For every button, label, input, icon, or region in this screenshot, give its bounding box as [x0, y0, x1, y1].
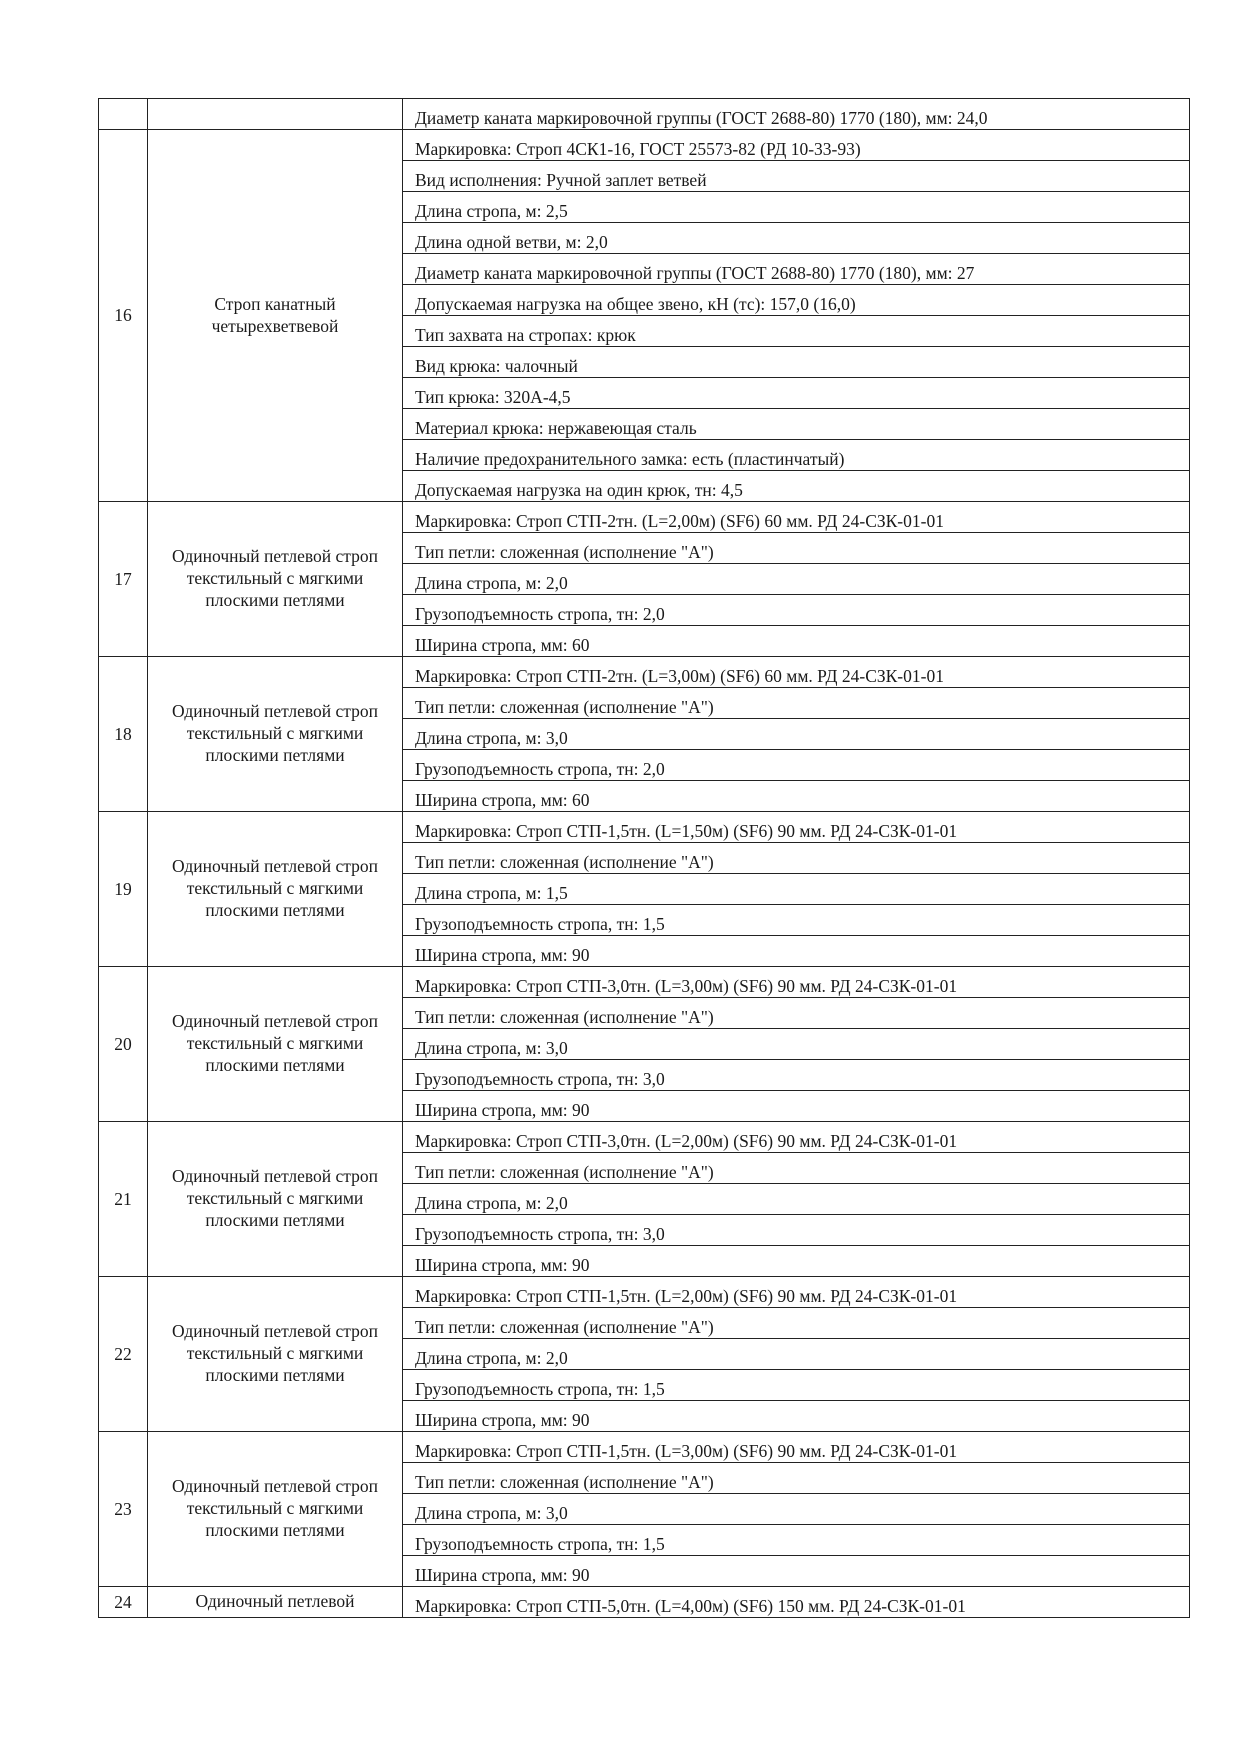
table-row-group-start [99, 99, 1190, 130]
item-property-cell [403, 161, 1190, 192]
item-number [99, 99, 148, 130]
item-property-cell [403, 1246, 1190, 1277]
item-property: Длина стропа, м: 2,0 [415, 1192, 568, 1213]
item-name: Одиночный петлевой строп текстильный с мягкими плоскими петлями [148, 657, 403, 812]
item-property-cell [403, 564, 1190, 595]
item-property-cell [403, 967, 1190, 998]
item-property-cell [403, 1370, 1190, 1401]
item-property-cell [403, 626, 1190, 657]
table-row-group-start [99, 1122, 1190, 1153]
item-property: Материал крюка: нержавеющая сталь [415, 417, 697, 438]
item-property-cell [403, 595, 1190, 626]
item-property-cell [403, 192, 1190, 223]
item-name [148, 99, 403, 130]
item-property: Ширина стропа, мм: 90 [415, 1564, 590, 1585]
item-property: Длина стропа, м: 3,0 [415, 1502, 568, 1523]
item-property-cell [403, 1587, 1190, 1618]
item-property: Длина стропа, м: 3,0 [415, 727, 568, 748]
item-property: Грузоподъемность стропа, тн: 1,5 [415, 1378, 665, 1399]
item-number: 24 [99, 1587, 148, 1618]
item-property-cell [403, 1463, 1190, 1494]
item-property: Ширина стропа, мм: 90 [415, 1254, 590, 1275]
item-property-cell [403, 316, 1190, 347]
item-property-cell [403, 812, 1190, 843]
item-property-cell [403, 688, 1190, 719]
item-property-cell [403, 998, 1190, 1029]
item-property-cell [403, 285, 1190, 316]
item-property: Маркировка: Строп СТП-2тн. (L=3,00м) (SF6) 60 мм. РД 24-СЗК-01-01 [415, 665, 944, 686]
item-name: Одиночный петлевой строп текстильный с мягкими плоскими петлями [148, 1277, 403, 1432]
item-property: Тип петли: сложенная (исполнение "А") [415, 1161, 714, 1182]
item-property: Маркировка: Строп СТП-1,5тн. (L=3,00м) (SF6) 90 мм. РД 24-СЗК-01-01 [415, 1440, 958, 1461]
item-property: Допускаемая нагрузка на общее звено, кН (тс): 157,0 (16,0) [415, 293, 856, 314]
item-number: 18 [99, 657, 148, 812]
item-property: Тип петли: сложенная (исполнение "А") [415, 851, 714, 872]
item-property: Ширина стропа, мм: 90 [415, 944, 590, 965]
table-row-group-start [99, 967, 1190, 998]
table-row-group-start [99, 502, 1190, 533]
item-property: Диаметр каната маркировочной группы (ГОСТ 2688-80) 1770 (180), мм: 27 [415, 262, 975, 283]
item-property-cell [403, 130, 1190, 161]
item-property-cell [403, 750, 1190, 781]
item-name: Одиночный петлевой строп текстильный с мягкими плоскими петлями [148, 812, 403, 967]
item-property-cell [403, 1215, 1190, 1246]
item-property: Маркировка: Строп СТП-5,0тн. (L=4,00м) (SF6) 150 мм. РД 24-СЗК-01-01 [415, 1595, 966, 1616]
item-property: Вид крюка: чалочный [415, 355, 578, 376]
table-row-group-start [99, 1277, 1190, 1308]
item-property-cell [403, 254, 1190, 285]
item-property-cell [403, 471, 1190, 502]
item-property-cell [403, 781, 1190, 812]
item-property-cell [403, 99, 1190, 130]
item-number: 20 [99, 967, 148, 1122]
item-property-cell [403, 719, 1190, 750]
item-name: Строп канатный четырехветвевой [148, 130, 403, 502]
item-property: Грузоподъемность стропа, тн: 2,0 [415, 603, 665, 624]
item-property-cell [403, 1060, 1190, 1091]
item-property-cell [403, 409, 1190, 440]
item-property: Длина стропа, м: 2,0 [415, 1347, 568, 1368]
item-property: Грузоподъемность стропа, тн: 3,0 [415, 1068, 665, 1089]
item-property: Ширина стропа, мм: 60 [415, 634, 590, 655]
item-number: 23 [99, 1432, 148, 1587]
item-property-cell [403, 1308, 1190, 1339]
item-property: Тип крюка: 320А-4,5 [415, 386, 571, 407]
item-property-cell [403, 1494, 1190, 1525]
item-property-cell [403, 1091, 1190, 1122]
item-property: Тип захвата на стропах: крюк [415, 324, 636, 345]
item-property-cell [403, 874, 1190, 905]
table-row-group-start [99, 130, 1190, 161]
item-name: Одиночный петлевой строп текстильный с мягкими плоскими петлями [148, 967, 403, 1122]
item-property: Ширина стропа, мм: 90 [415, 1099, 590, 1120]
item-property-cell [403, 1432, 1190, 1463]
table-row-group-start [99, 1432, 1190, 1463]
item-property-cell [403, 843, 1190, 874]
item-number: 21 [99, 1122, 148, 1277]
item-property: Тип петли: сложенная (исполнение "А") [415, 541, 714, 562]
item-property: Тип петли: сложенная (исполнение "А") [415, 696, 714, 717]
table-row-group-start [99, 1587, 1190, 1618]
item-property-cell [403, 1153, 1190, 1184]
specification-table-body [99, 99, 1190, 1618]
item-number: 16 [99, 130, 148, 502]
item-property-cell [403, 1525, 1190, 1556]
item-property: Длина стропа, м: 2,5 [415, 200, 568, 221]
item-name: Одиночный петлевой строп текстильный с мягкими плоскими петлями [148, 1432, 403, 1587]
item-property-cell [403, 533, 1190, 564]
item-property-cell [403, 1556, 1190, 1587]
item-property: Диаметр каната маркировочной группы (ГОСТ 2688-80) 1770 (180), мм: 24,0 [415, 107, 988, 128]
item-property-cell [403, 440, 1190, 471]
item-property: Маркировка: Строп СТП-1,5тн. (L=1,50м) (SF6) 90 мм. РД 24-СЗК-01-01 [415, 820, 958, 841]
item-property: Длина стропа, м: 2,0 [415, 572, 568, 593]
item-property: Грузоподъемность стропа, тн: 2,0 [415, 758, 665, 779]
item-property-cell [403, 1277, 1190, 1308]
item-property-cell [403, 936, 1190, 967]
item-property: Ширина стропа, мм: 90 [415, 1409, 590, 1430]
item-property: Маркировка: Строп СТП-3,0тн. (L=2,00м) (SF6) 90 мм. РД 24-СЗК-01-01 [415, 1130, 958, 1151]
table-row-group-start [99, 657, 1190, 688]
item-property: Допускаемая нагрузка на один крюк, тн: 4,5 [415, 479, 743, 500]
item-property-cell [403, 223, 1190, 254]
item-property: Наличие предохранительного замка: есть (пластинчатый) [415, 448, 845, 469]
item-property-cell [403, 502, 1190, 533]
item-property: Грузоподъемность стропа, тн: 1,5 [415, 913, 665, 934]
item-property: Длина одной ветви, м: 2,0 [415, 231, 608, 252]
item-property: Грузоподъемность стропа, тн: 1,5 [415, 1533, 665, 1554]
item-property-cell [403, 905, 1190, 936]
item-property-cell [403, 1122, 1190, 1153]
item-property: Тип петли: сложенная (исполнение "А") [415, 1471, 714, 1492]
table-row-group-start [99, 812, 1190, 843]
item-property: Маркировка: Строп СТП-3,0тн. (L=3,00м) (SF6) 90 мм. РД 24-СЗК-01-01 [415, 975, 958, 996]
item-property-cell [403, 1184, 1190, 1215]
item-property: Маркировка: Строп СТП-1,5тн. (L=2,00м) (SF6) 90 мм. РД 24-СЗК-01-01 [415, 1285, 958, 1306]
item-name: Одиночный петлевой строп текстильный с мягкими плоскими петлями [148, 502, 403, 657]
item-number: 17 [99, 502, 148, 657]
item-property-cell [403, 1339, 1190, 1370]
item-property: Длина стропа, м: 1,5 [415, 882, 568, 903]
item-number: 22 [99, 1277, 148, 1432]
item-property-cell [403, 378, 1190, 409]
specification-table [98, 98, 1190, 1618]
item-property-cell [403, 1029, 1190, 1060]
item-property: Тип петли: сложенная (исполнение "А") [415, 1316, 714, 1337]
item-property: Ширина стропа, мм: 60 [415, 789, 590, 810]
item-number: 19 [99, 812, 148, 967]
item-name: Одиночный петлевой строп текстильный с мягкими плоскими петлями [148, 1122, 403, 1277]
item-property-cell [403, 347, 1190, 378]
item-property: Грузоподъемность стропа, тн: 3,0 [415, 1223, 665, 1244]
item-property-cell [403, 1401, 1190, 1432]
item-property-cell [403, 657, 1190, 688]
item-property: Тип петли: сложенная (исполнение "А") [415, 1006, 714, 1027]
item-property: Маркировка: Строп 4СК1-16, ГОСТ 25573-82 (РД 10-33-93) [415, 138, 861, 159]
item-property: Вид исполнения: Ручной заплет ветвей [415, 169, 707, 190]
item-property: Длина стропа, м: 3,0 [415, 1037, 568, 1058]
item-property: Маркировка: Строп СТП-2тн. (L=2,00м) (SF6) 60 мм. РД 24-СЗК-01-01 [415, 510, 944, 531]
item-name: Одиночный петлевой [148, 1587, 403, 1618]
